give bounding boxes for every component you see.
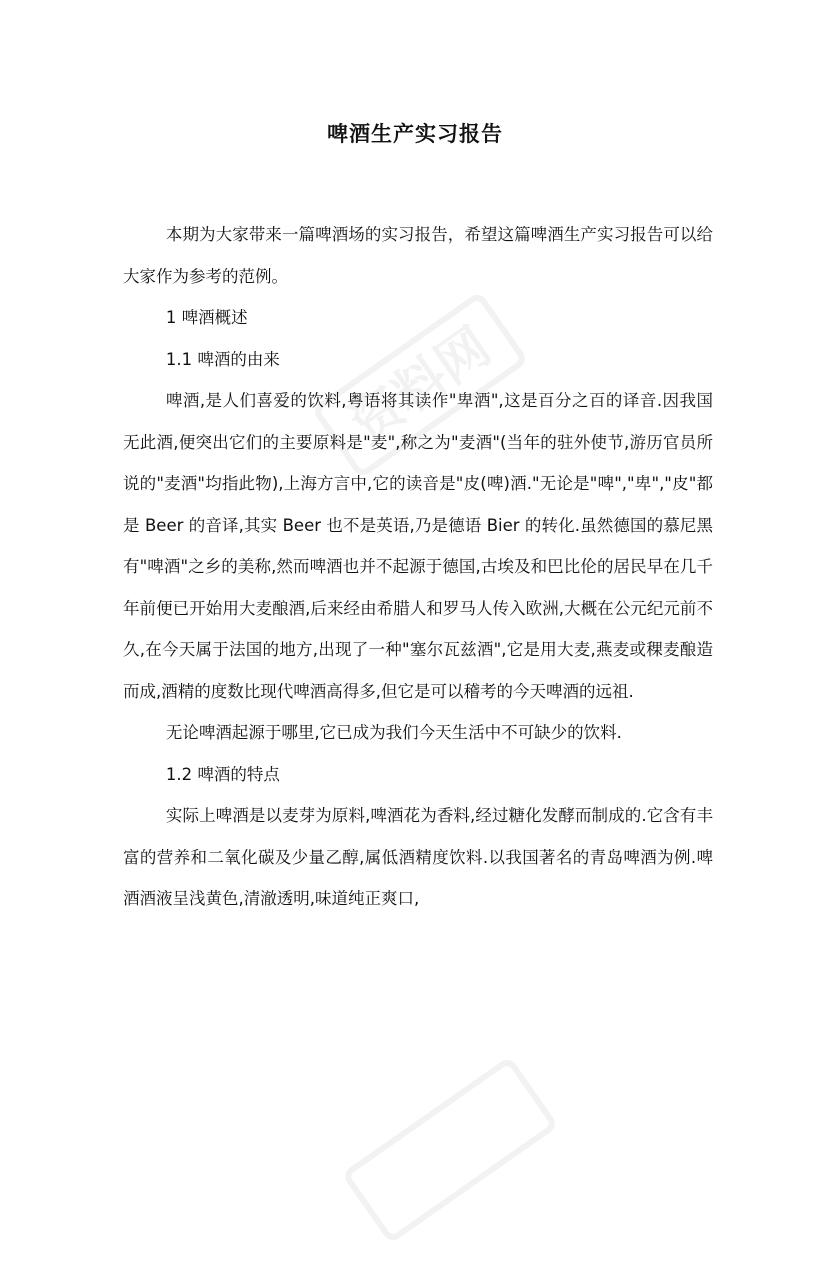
- watermark-text: 资料网: [339, 316, 502, 456]
- document-body: [123, 214, 713, 920]
- body-paragraph: 无论啤酒起源于哪里,它已成为我们今天生活中不可缺少的饮料.: [165, 723, 622, 742]
- subsection-heading: 1.1 啤酒的由来: [165, 349, 280, 369]
- section-heading: 1 啤酒概述: [165, 308, 248, 327]
- intro-paragraph: 本期为大家带来一篇啤酒场的实习报告，希望这篇啤酒生产实习报告可以给大家作为参考的范例。: [123, 225, 713, 286]
- body-paragraph: 实际上啤酒是以麦芽为原料,啤酒花为香料,经过糖化发酵而制成的.它含有丰富的营养和二氧化碳及少量乙醇,属低酒精度饮料.以我国著名的青岛啤酒为例.啤酒酒液呈浅黄色,清澈透明,味道纯正爽口,: [123, 806, 713, 908]
- document-title: 啤酒生产实习报告: [327, 122, 503, 146]
- watermark-stamp-lower: [320, 1020, 580, 1280]
- body-paragraph: 啤酒,是人们喜爱的饮料,粤语将其读作"卑酒",这是百分之百的译音.因我国无此酒,便突出它们的主要原料是"麦",称之为"麦酒"(当年的驻外使节,游历官员所说的"麦酒"均指此物),上海方言中,它的读音是"皮(啤)酒."无论是"啤","卑","皮"都是 Beer 的音译,其实 Beer 也不是英语,乃是德语 Bier 的转化.虽然德国的慕尼黑有"啤酒"之乡的美称,然而啤酒也并不起源于德国,古埃及和巴比伦的居民早在几千年前便已开始用大麦酿酒,后来经由希腊人和罗马人传入欧洲,大概在公元纪元前不久,在今天属于法国的地方,出现了一种"塞尔瓦兹酒",它是用大麦,燕麦或稞麦酿造而成,酒精的度数比现代啤酒高得多,但它是可以稽考的今天啤酒的远祖.: [123, 391, 713, 701]
- subsection-heading: 1.2 啤酒的特点: [165, 764, 280, 784]
